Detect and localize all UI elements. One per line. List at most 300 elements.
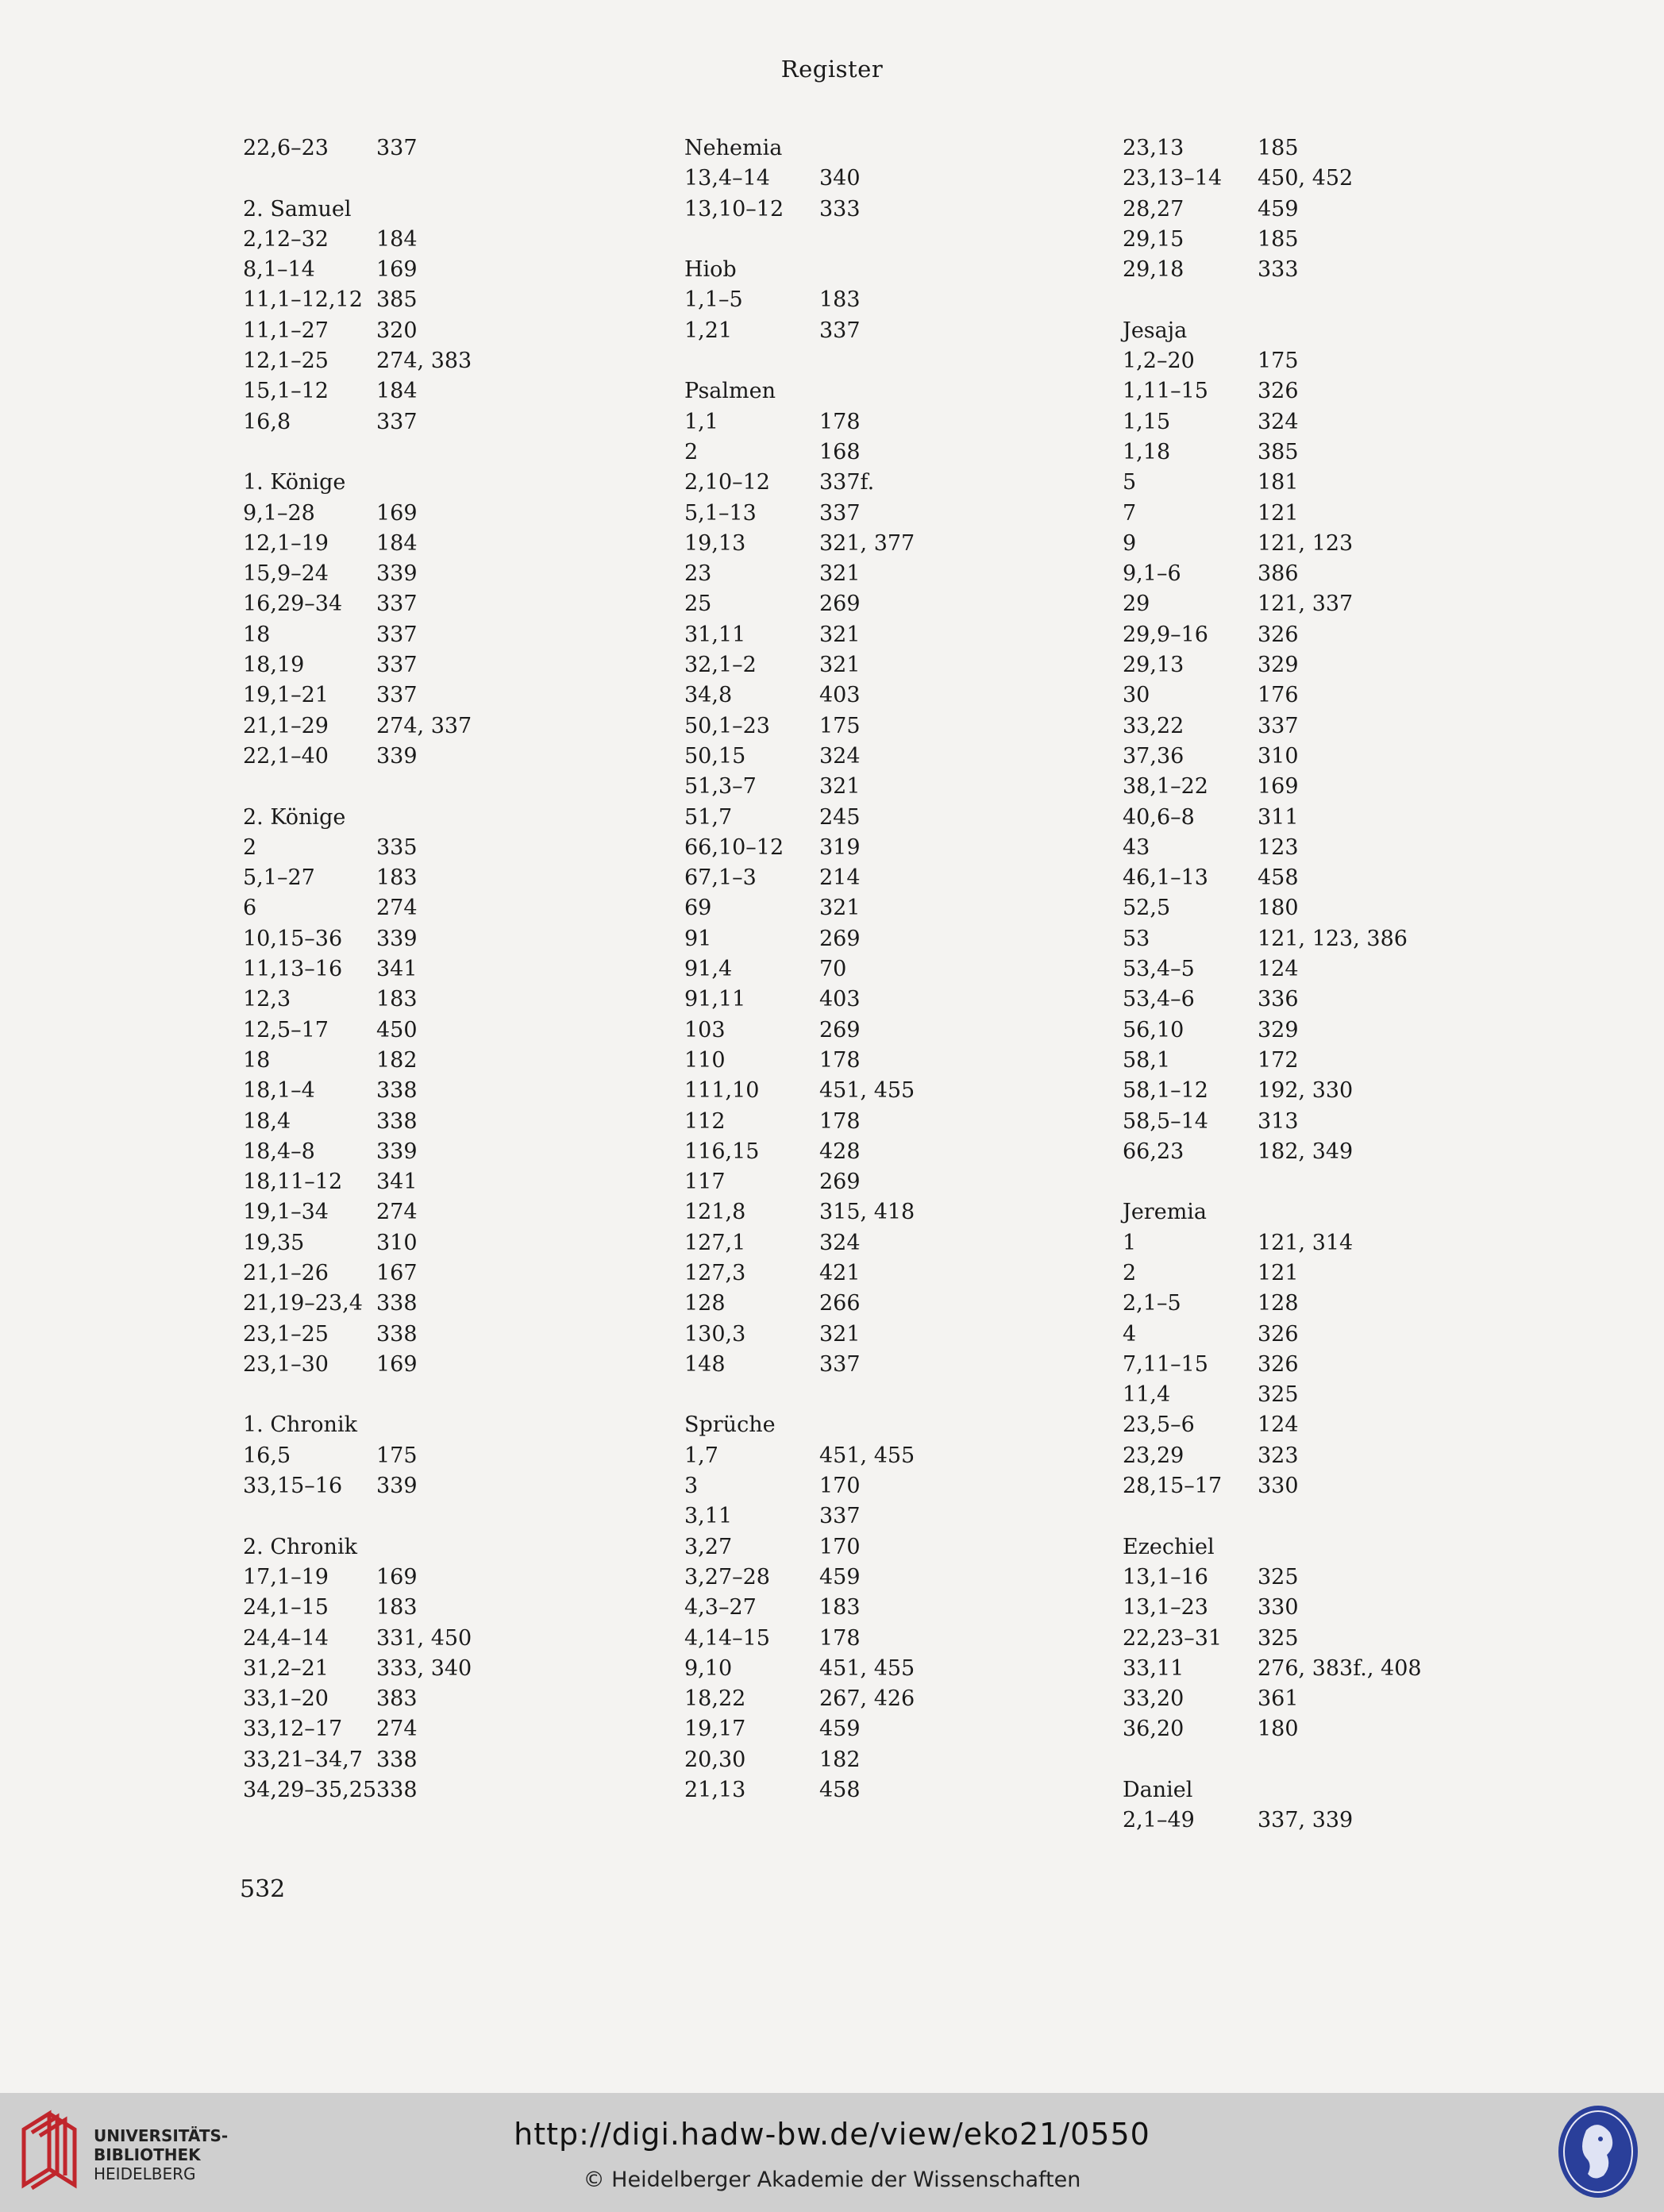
verse-reference: 9,10 xyxy=(684,1655,733,1681)
page-references: 167 xyxy=(376,1260,418,1285)
verse-reference: 2 xyxy=(684,439,699,464)
index-entry xyxy=(1123,954,1535,985)
page-references: 450, 452 xyxy=(1258,166,1354,191)
page-references: 169 xyxy=(376,1351,418,1377)
verse-reference: 2,12–32 xyxy=(243,226,329,252)
verse-reference: 18 xyxy=(243,1047,271,1073)
index-entry xyxy=(243,376,656,407)
page-references: 184 xyxy=(376,379,418,404)
index-entry xyxy=(684,985,1097,1015)
page-references: 338 xyxy=(376,1108,418,1134)
logo-line-1: UNIVERSITÄTS- xyxy=(94,2126,229,2145)
verse-reference: 22,1–40 xyxy=(243,743,329,769)
index-entry xyxy=(1123,559,1535,589)
index-entry xyxy=(684,1684,1097,1714)
section-gap xyxy=(243,772,656,802)
verse-reference: 7 xyxy=(1123,500,1137,526)
verse-reference: 13,1–23 xyxy=(1123,1595,1208,1620)
page-references: 124 xyxy=(1258,1412,1299,1438)
page-references: 175 xyxy=(819,713,861,738)
page-references: 319 xyxy=(819,834,861,860)
index-entry xyxy=(1123,1076,1535,1106)
book-heading: Jesaja xyxy=(1123,318,1188,343)
index-entry xyxy=(1123,407,1535,437)
page-references: 338 xyxy=(376,1321,418,1347)
page-references: 403 xyxy=(819,683,861,708)
page-references: 178 xyxy=(819,1047,861,1073)
verse-reference: 127,1 xyxy=(684,1230,746,1255)
index-entry xyxy=(1123,499,1535,529)
page-references: 178 xyxy=(819,1625,861,1651)
verse-reference: 66,10–12 xyxy=(684,834,784,860)
verse-reference: 4 xyxy=(1123,1321,1137,1347)
verse-reference: 50,1–23 xyxy=(684,713,770,738)
verse-reference: 33,11 xyxy=(1123,1655,1184,1681)
verse-reference: 21,13 xyxy=(684,1778,746,1803)
index-entry xyxy=(243,1137,656,1167)
page-references: 180 xyxy=(1258,896,1299,921)
page-references: 386 xyxy=(1258,561,1299,587)
page-references: 337f. xyxy=(819,470,875,495)
page-references: 338 xyxy=(376,1291,418,1316)
verse-reference: 116,15 xyxy=(684,1139,760,1164)
index-entry xyxy=(684,589,1097,619)
verse-reference: 4,3–27 xyxy=(684,1595,757,1620)
verse-reference: 1,11–15 xyxy=(1123,379,1208,404)
verse-reference: 53,4–6 xyxy=(1123,987,1195,1012)
page-references: 175 xyxy=(1258,349,1299,374)
book-heading: Hiob xyxy=(684,257,737,283)
copyright-notice: © Heidelberger Akademie der Wissenschaften xyxy=(583,2168,1081,2192)
page-references: 321 xyxy=(819,774,861,800)
page-references: 337 xyxy=(819,318,861,343)
index-entry xyxy=(243,316,656,346)
page-references: 267, 426 xyxy=(819,1686,915,1712)
index-entry xyxy=(243,1076,656,1106)
verse-reference: 6 xyxy=(243,896,257,921)
index-entry xyxy=(684,863,1097,893)
page-references: 121, 123 xyxy=(1258,530,1354,556)
verse-reference: 11,1–12,12 xyxy=(243,287,363,313)
page-references: 184 xyxy=(376,226,418,252)
page-references: 339 xyxy=(376,926,418,951)
page-references: 274, 383 xyxy=(376,349,472,374)
verse-reference: 23,5–6 xyxy=(1123,1412,1195,1438)
index-entry xyxy=(684,893,1097,923)
index-entry xyxy=(243,1197,656,1227)
verse-reference: 1,2–20 xyxy=(1123,349,1195,374)
section-gap xyxy=(243,164,656,194)
index-entry xyxy=(684,195,1097,225)
index-entry xyxy=(243,893,656,923)
index-entry xyxy=(1123,225,1535,255)
page-references: 183 xyxy=(376,865,418,891)
section-gap xyxy=(1123,285,1535,315)
index-entry xyxy=(684,1593,1097,1623)
page-references: 385 xyxy=(1258,439,1299,464)
academy-seal-icon xyxy=(1554,2102,1642,2201)
verse-reference: 103 xyxy=(684,1017,726,1042)
index-column-left xyxy=(243,133,656,1805)
index-entry xyxy=(243,1046,656,1076)
index-entry xyxy=(684,620,1097,650)
page-references: 182 xyxy=(819,1747,861,1772)
index-entry xyxy=(684,1775,1097,1805)
verse-reference: 23,13 xyxy=(1123,136,1184,160)
page-references: 310 xyxy=(1258,743,1299,769)
verse-reference: 1,1–5 xyxy=(684,287,743,313)
index-entry xyxy=(1123,529,1535,559)
verse-reference: 91 xyxy=(684,926,712,951)
index-entry xyxy=(243,1441,656,1471)
verse-reference: 56,10 xyxy=(1123,1017,1184,1042)
index-entry xyxy=(1123,1320,1535,1350)
verse-reference: 23,1–25 xyxy=(243,1321,329,1347)
page-references: 321, 377 xyxy=(819,530,915,556)
verse-reference: 18,1–4 xyxy=(243,1078,315,1104)
verse-reference: 19,35 xyxy=(243,1230,305,1255)
page-references: 333 xyxy=(1258,257,1299,283)
section-gap xyxy=(1123,1501,1535,1532)
index-entry xyxy=(1123,650,1535,680)
verse-reference: 58,1–12 xyxy=(1123,1078,1208,1104)
page-references: 339 xyxy=(376,561,418,587)
verse-reference: 3,27–28 xyxy=(684,1564,770,1590)
index-entry xyxy=(684,1197,1097,1227)
permalink-url[interactable]: http://digi.hadw-bw.de/view/eko21/0550 xyxy=(514,2117,1150,2152)
verse-reference: 22,23–31 xyxy=(1123,1625,1223,1651)
index-entry xyxy=(684,1046,1097,1076)
verse-reference: 5,1–13 xyxy=(684,500,757,526)
book-heading: Sprüche xyxy=(684,1412,776,1438)
page-references: 335 xyxy=(376,834,418,860)
index-entry xyxy=(243,1624,656,1654)
page-references: 338 xyxy=(376,1078,418,1104)
verse-reference: 121,8 xyxy=(684,1200,746,1225)
page-references: 168 xyxy=(819,439,861,464)
verse-reference: 11,1–27 xyxy=(243,318,329,343)
verse-reference: 19,1–21 xyxy=(243,683,329,708)
verse-reference: 38,1–22 xyxy=(1123,774,1208,800)
page-references: 459 xyxy=(819,1717,861,1742)
index-entry xyxy=(1123,924,1535,954)
page-references: 121, 314 xyxy=(1258,1230,1354,1255)
verse-reference: 111,10 xyxy=(684,1078,760,1104)
page-references: 330 xyxy=(1258,1474,1299,1499)
page-references: 324 xyxy=(819,743,861,769)
index-entry xyxy=(684,680,1097,711)
page-references: 337 xyxy=(376,409,418,434)
page-references: 123 xyxy=(1258,834,1299,860)
index-entry xyxy=(1123,711,1535,742)
verse-reference: 18,11–12 xyxy=(243,1170,343,1195)
index-entry xyxy=(243,1228,656,1258)
verse-reference: 30 xyxy=(1123,683,1150,708)
page-references: 341 xyxy=(376,1170,418,1195)
page-references: 269 xyxy=(819,926,861,951)
page-references: 170 xyxy=(819,1534,861,1559)
index-entry xyxy=(684,529,1097,559)
page-references: 266 xyxy=(819,1291,861,1316)
index-entry xyxy=(243,285,656,315)
verse-reference: 17,1–19 xyxy=(243,1564,329,1590)
page-references: 320 xyxy=(376,318,418,343)
index-entry xyxy=(684,164,1097,194)
index-entry xyxy=(243,407,656,437)
index-entry xyxy=(1123,1684,1535,1714)
index-entry xyxy=(243,742,656,772)
index-entry xyxy=(1123,1624,1535,1654)
page-references: 182, 349 xyxy=(1258,1139,1354,1164)
page-references: 321 xyxy=(819,1321,861,1347)
index-entry xyxy=(243,1320,656,1350)
index-entry xyxy=(684,1624,1097,1654)
logo-line-3: HEIDELBERG xyxy=(94,2164,196,2183)
index-entry xyxy=(243,924,656,954)
page-references: 337, 339 xyxy=(1258,1808,1354,1833)
verse-reference: 13,4–14 xyxy=(684,166,770,191)
index-entry xyxy=(684,954,1097,985)
page-references: 323 xyxy=(1258,1443,1299,1468)
verse-reference: 18,4–8 xyxy=(243,1139,315,1164)
section-gap xyxy=(684,346,1097,376)
index-entry xyxy=(243,529,656,559)
page-references: 178 xyxy=(819,1108,861,1134)
page-references: 330 xyxy=(1258,1595,1299,1620)
verse-reference: 33,12–17 xyxy=(243,1717,343,1742)
section-gap xyxy=(1123,1167,1535,1197)
page-references: 274 xyxy=(376,1200,418,1225)
page-references: 184 xyxy=(376,530,418,556)
index-entry xyxy=(684,1076,1097,1106)
index-entry xyxy=(243,985,656,1015)
verse-reference: 15,9–24 xyxy=(243,561,329,587)
verse-reference: 1,1 xyxy=(684,409,718,434)
page-number: 532 xyxy=(240,1875,286,1903)
index-entry xyxy=(684,1015,1097,1046)
index-entry xyxy=(243,1593,656,1623)
page-references: 70 xyxy=(819,957,847,982)
section-gap xyxy=(243,437,656,468)
verse-reference: 1 xyxy=(1123,1230,1137,1255)
verse-reference: 18 xyxy=(243,622,271,647)
index-entry xyxy=(684,1714,1097,1744)
index-entry xyxy=(1123,1593,1535,1623)
index-entry xyxy=(684,711,1097,742)
index-entry xyxy=(1123,437,1535,468)
index-entry xyxy=(684,1167,1097,1197)
verse-reference: 2 xyxy=(243,834,257,860)
verse-reference: 5 xyxy=(1123,470,1137,495)
verse-reference: 23,1–30 xyxy=(243,1351,329,1377)
page-references: 310 xyxy=(376,1230,418,1255)
index-entry xyxy=(243,499,656,529)
section-gap xyxy=(1123,1745,1535,1775)
index-entry xyxy=(684,1258,1097,1289)
index-entry xyxy=(1123,195,1535,225)
page-references: 128 xyxy=(1258,1291,1299,1316)
verse-reference: 58,5–14 xyxy=(1123,1108,1208,1134)
index-entry xyxy=(684,468,1097,498)
page-references: 183 xyxy=(376,987,418,1012)
page-references: 274 xyxy=(376,896,418,921)
page-references: 324 xyxy=(1258,409,1299,434)
page-references: 169 xyxy=(376,500,418,526)
section-gap xyxy=(684,225,1097,255)
verse-reference: 19,17 xyxy=(684,1717,746,1742)
index-entry xyxy=(684,650,1097,680)
index-entry xyxy=(684,316,1097,346)
page-references: 269 xyxy=(819,1017,861,1042)
verse-reference: 9,1–28 xyxy=(243,500,315,526)
index-entry xyxy=(243,1714,656,1744)
page-references: 276, 383f., 408 xyxy=(1258,1655,1422,1681)
page-references: 274, 337 xyxy=(376,713,472,738)
verse-reference: 67,1–3 xyxy=(684,865,757,891)
index-entry xyxy=(684,1563,1097,1593)
page-references: 124 xyxy=(1258,957,1299,982)
verse-reference: 91,11 xyxy=(684,987,746,1012)
page-references: 183 xyxy=(819,1595,861,1620)
index-entry xyxy=(243,1684,656,1714)
page-references: 337 xyxy=(819,1504,861,1529)
page-references: 169 xyxy=(376,257,418,283)
verse-reference: 46,1–13 xyxy=(1123,865,1208,891)
verse-reference: 37,36 xyxy=(1123,743,1184,769)
page-references: 311 xyxy=(1258,804,1299,830)
index-entry xyxy=(243,711,656,742)
verse-reference: 22,6–23 xyxy=(243,136,329,160)
verse-reference: 25 xyxy=(684,592,712,617)
index-entry xyxy=(684,1228,1097,1258)
page-references: 121, 337 xyxy=(1258,592,1354,617)
verse-reference: 112 xyxy=(684,1108,726,1134)
page-references: 337 xyxy=(1258,713,1299,738)
page-references: 338 xyxy=(376,1747,418,1772)
verse-reference: 19,1–34 xyxy=(243,1200,329,1225)
verse-reference: 1,15 xyxy=(1123,409,1171,434)
page-references: 325 xyxy=(1258,1625,1299,1651)
index-entry xyxy=(684,803,1097,833)
verse-reference: 53,4–5 xyxy=(1123,957,1195,982)
verse-reference: 16,29–34 xyxy=(243,592,343,617)
index-entry xyxy=(1123,1563,1535,1593)
verse-reference: 29,15 xyxy=(1123,226,1184,252)
verse-reference: 9,1–6 xyxy=(1123,561,1181,587)
index-entry xyxy=(1123,1107,1535,1137)
page-references: 337 xyxy=(819,500,861,526)
page-references: 383 xyxy=(376,1686,418,1712)
index-entry xyxy=(243,589,656,619)
verse-reference: 128 xyxy=(684,1291,726,1316)
verse-reference: 8,1–14 xyxy=(243,257,315,283)
index-entry xyxy=(243,1471,656,1501)
page-references: 121, 123, 386 xyxy=(1258,926,1408,951)
page-references: 361 xyxy=(1258,1686,1299,1712)
book-heading: 1. Könige xyxy=(243,470,346,495)
index-entry xyxy=(243,255,656,285)
index-entry xyxy=(1123,985,1535,1015)
page-header-title: Register xyxy=(780,56,884,83)
verse-reference: 7,11–15 xyxy=(1123,1351,1208,1377)
index-entry xyxy=(1123,680,1535,711)
verse-reference: 9 xyxy=(1123,530,1137,556)
book-heading: Nehemia xyxy=(684,136,783,160)
index-column-middle xyxy=(684,133,1097,1805)
verse-reference: 12,1–19 xyxy=(243,530,329,556)
verse-reference: 19,13 xyxy=(684,530,746,556)
index-entry xyxy=(1123,863,1535,893)
page-references: 338 xyxy=(376,1778,418,1803)
page-references: 324 xyxy=(819,1230,861,1255)
index-entry xyxy=(1123,772,1535,802)
footer-bar xyxy=(0,2093,1664,2212)
verse-reference: 3 xyxy=(684,1474,699,1499)
index-entry xyxy=(243,833,656,863)
verse-reference: 23 xyxy=(684,561,712,587)
index-entry xyxy=(684,1501,1097,1532)
index-entry xyxy=(684,924,1097,954)
verse-reference: 50,15 xyxy=(684,743,746,769)
index-entry xyxy=(243,559,656,589)
index-entry xyxy=(1123,893,1535,923)
page-references: 459 xyxy=(819,1564,861,1590)
index-entry xyxy=(684,1289,1097,1319)
page-references: 183 xyxy=(376,1595,418,1620)
verse-reference: 51,7 xyxy=(684,804,733,830)
verse-reference: 2 xyxy=(1123,1260,1137,1285)
index-entry xyxy=(243,133,656,164)
verse-reference: 51,3–7 xyxy=(684,774,757,800)
index-entry xyxy=(684,1654,1097,1684)
index-entry xyxy=(1123,589,1535,619)
verse-reference: 3,11 xyxy=(684,1504,733,1529)
index-entry xyxy=(243,1654,656,1684)
verse-reference: 18,19 xyxy=(243,653,305,678)
page-references: 428 xyxy=(819,1139,861,1164)
verse-reference: 24,1–15 xyxy=(243,1595,329,1620)
page-references: 175 xyxy=(376,1443,418,1468)
page-references: 403 xyxy=(819,987,861,1012)
verse-reference: 1,21 xyxy=(684,318,733,343)
section-gap xyxy=(243,1501,656,1532)
index-entry xyxy=(243,954,656,985)
verse-reference: 31,2–21 xyxy=(243,1655,329,1681)
page-references: 331, 450 xyxy=(376,1625,472,1651)
verse-reference: 40,6–8 xyxy=(1123,804,1195,830)
index-entry xyxy=(243,650,656,680)
verse-reference: 34,8 xyxy=(684,683,733,708)
page-references: 182 xyxy=(376,1047,418,1073)
index-entry xyxy=(243,225,656,255)
page-references: 459 xyxy=(1258,196,1299,222)
page-references: 274 xyxy=(376,1717,418,1742)
index-entry xyxy=(684,499,1097,529)
index-entry xyxy=(1123,1380,1535,1410)
index-entry xyxy=(1123,803,1535,833)
page-references: 337 xyxy=(376,683,418,708)
index-entry xyxy=(243,1107,656,1137)
book-heading: 2. Könige xyxy=(243,804,346,830)
index-entry xyxy=(684,833,1097,863)
page-references: 321 xyxy=(819,653,861,678)
page-references: 121 xyxy=(1258,1260,1299,1285)
verse-reference: 127,3 xyxy=(684,1260,746,1285)
verse-reference: 16,5 xyxy=(243,1443,291,1468)
verse-reference: 12,5–17 xyxy=(243,1017,329,1042)
page-references: 192, 330 xyxy=(1258,1078,1354,1104)
page-references: 458 xyxy=(1258,865,1299,891)
